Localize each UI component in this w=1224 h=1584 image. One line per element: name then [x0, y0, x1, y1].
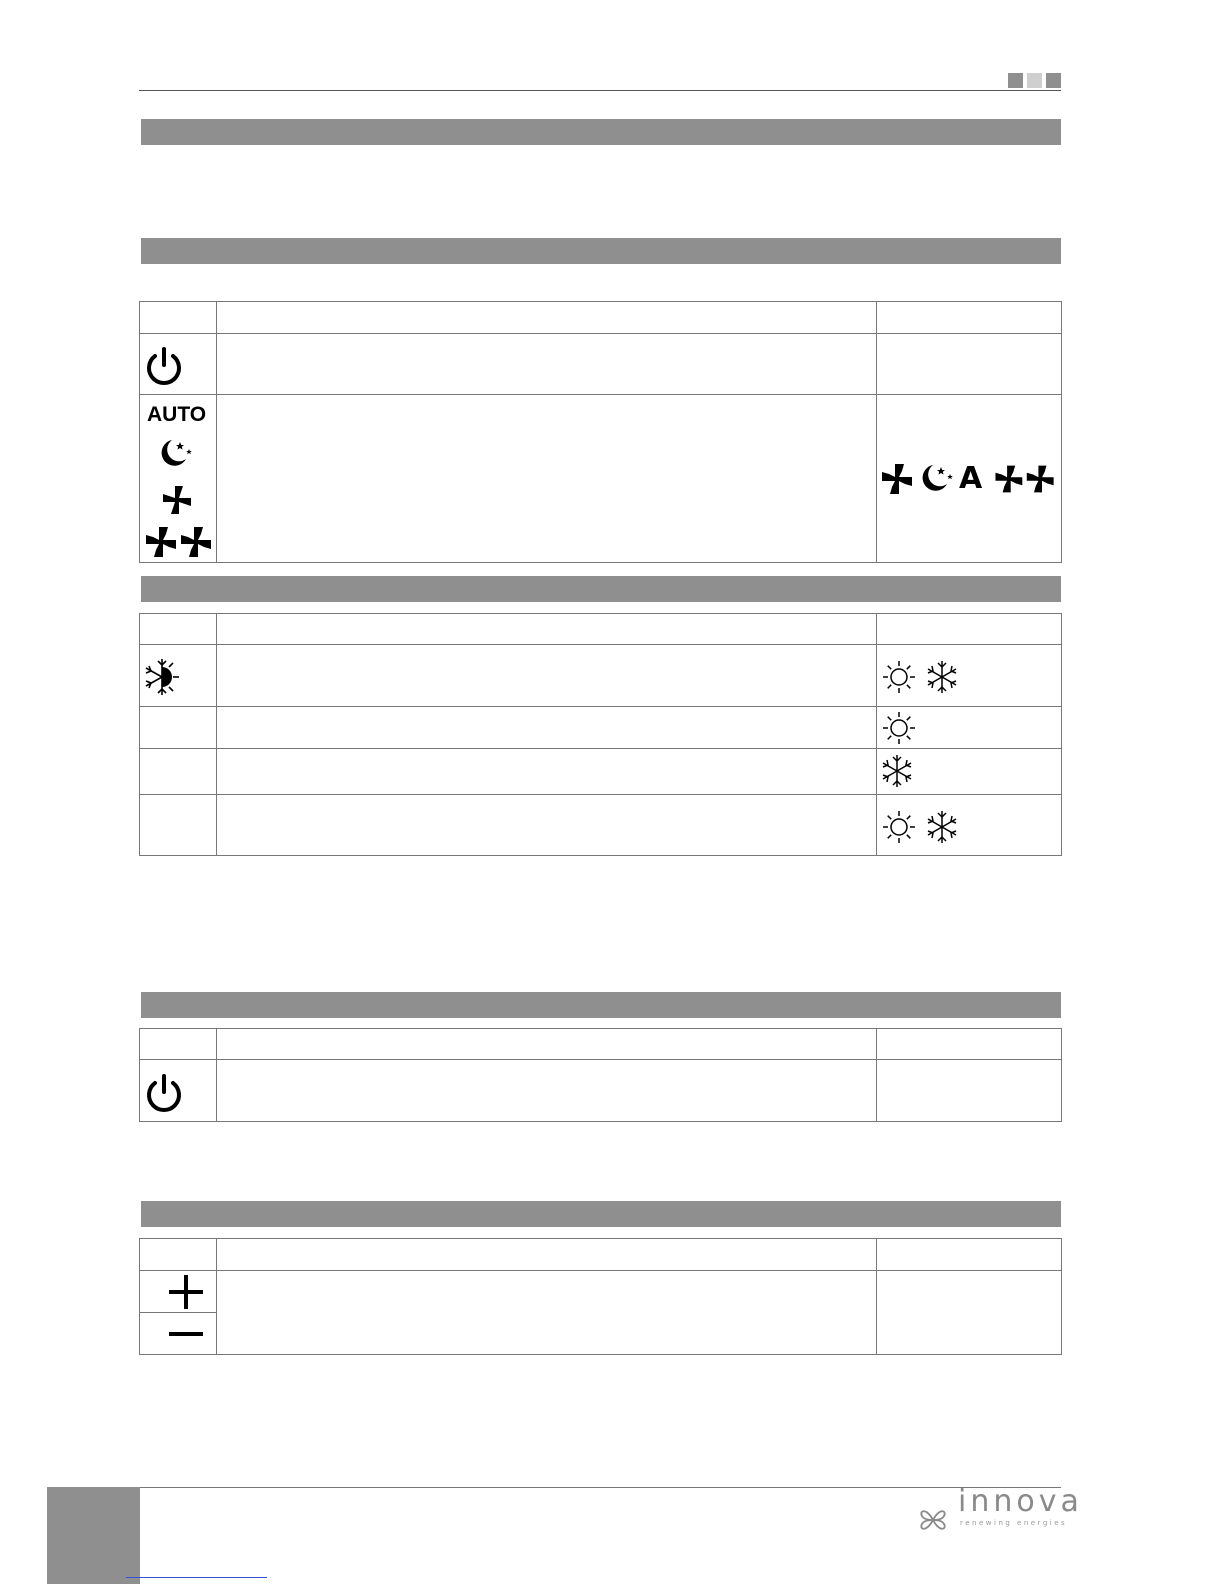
table-row	[140, 749, 1062, 795]
footer-page-tab	[47, 1487, 140, 1584]
section-band	[141, 1201, 1061, 1227]
snowflake-icon	[924, 659, 960, 695]
auto-letter: A	[959, 460, 983, 496]
function-table-temperature	[139, 1238, 1062, 1355]
function-table-power-fan	[139, 301, 1062, 563]
section-band	[141, 238, 1061, 264]
fan-high-icon	[143, 523, 215, 561]
page-marker-square	[1008, 73, 1023, 88]
table-row	[140, 1060, 1062, 1122]
sun-icon	[881, 809, 917, 845]
snowflake-icon	[879, 753, 915, 789]
power-icon[interactable]	[142, 345, 186, 389]
table-row	[140, 707, 1062, 749]
fan-low-icon	[160, 483, 194, 517]
section-band	[141, 119, 1061, 145]
page-marker-square-active	[1027, 73, 1042, 88]
moon-icon	[156, 437, 196, 471]
innova-logo-tagline: renewing energies	[960, 1519, 1068, 1527]
table-header-row	[140, 614, 1062, 645]
innova-logo-wordmark: innova	[958, 1484, 1083, 1519]
table-row	[140, 1271, 1062, 1313]
function-table-modes	[139, 613, 1062, 856]
table-header-row	[140, 1239, 1062, 1271]
moon-icon	[917, 462, 957, 496]
snowflake-icon	[924, 809, 960, 845]
section-band	[141, 992, 1061, 1018]
fan-high-icon	[992, 462, 1058, 496]
table-header-row	[140, 1029, 1062, 1060]
table-header-row	[140, 302, 1062, 334]
header-rule	[139, 90, 1061, 91]
power-icon[interactable]	[142, 1072, 186, 1116]
footer-link-underline[interactable]	[126, 1577, 267, 1578]
sun-icon	[881, 659, 917, 695]
footer-rule	[47, 1487, 1061, 1488]
table-row	[140, 334, 1062, 395]
table-row	[140, 795, 1062, 856]
table-row	[140, 645, 1062, 707]
fan-icon	[880, 462, 914, 496]
auto-mode-label: AUTO	[147, 403, 207, 426]
innova-logo-icon	[916, 1503, 950, 1537]
fan-mode-display-icons	[877, 459, 1061, 499]
function-table-power	[139, 1028, 1062, 1122]
section-band	[141, 576, 1061, 602]
heat-cool-icon[interactable]	[142, 657, 182, 697]
page-marker-square	[1046, 73, 1061, 88]
sun-icon	[881, 710, 917, 746]
table-row	[140, 395, 1062, 563]
minus-icon[interactable]	[166, 1314, 206, 1354]
plus-icon[interactable]	[166, 1272, 206, 1312]
